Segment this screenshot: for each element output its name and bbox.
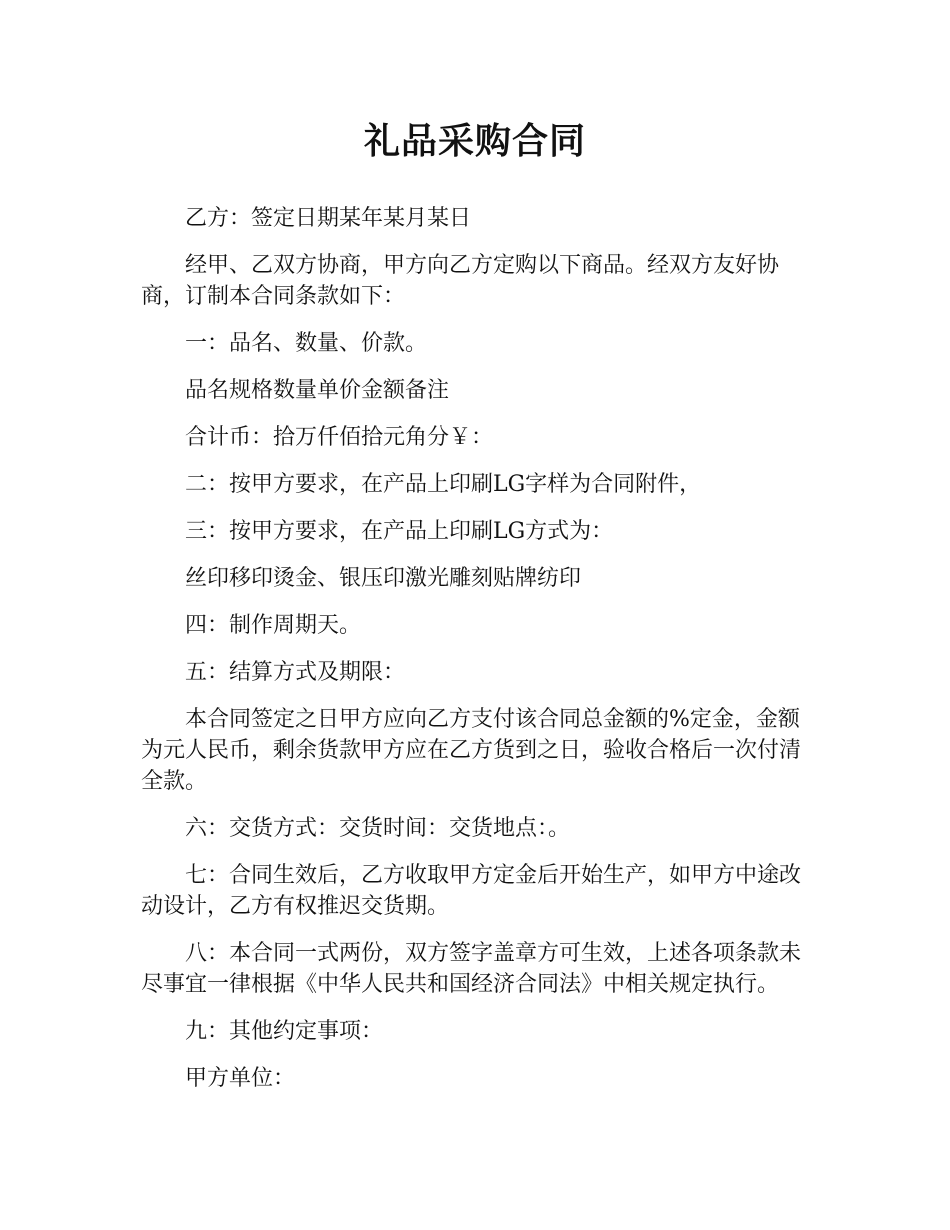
paragraph-party-b-date: 乙方：签定日期某年某月某日 [185, 206, 472, 231]
paragraph-clause-2: 二：按甲方要求，在产品上印刷LG字样为合同附件， [185, 472, 702, 497]
paragraph-clause-6: 六：交货方式：交货时间：交货地点：。 [185, 816, 571, 841]
paragraph-total: 合计币：拾万仟佰拾元角分￥： [185, 425, 494, 450]
paragraph-clause-5: 五：结算方式及期限： [185, 660, 406, 685]
paragraph-clause-3: 三：按甲方要求，在产品上印刷LG方式为： [185, 519, 614, 544]
paragraph-print-methods: 丝印移印烫金、银压印激光雕刻贴牌纺印 [185, 566, 582, 591]
paragraph-payment-terms: 本合同签定之日甲方应向乙方支付该合同总金额的%定金，金额为元人民币，剩余货款甲方应在乙方货到之日，验收合格后一次付清全款。 [141, 707, 802, 794]
paragraph-clause-4: 四：制作周期天。 [185, 613, 362, 638]
paragraph-item-headers: 品名规格数量单价金额备注 [185, 378, 450, 403]
paragraph-preamble: 经甲、乙双方协商，甲方向乙方定购以下商品。经双方友好协商，订制本合同条款如下： [141, 253, 780, 309]
document-title: 礼品采购合同 [363, 121, 586, 162]
paragraph-clause-1: 一：品名、数量、价款。 [185, 331, 428, 356]
paragraph-party-a-unit: 甲方单位： [185, 1066, 296, 1091]
paragraph-clause-9: 九：其他约定事项： [185, 1019, 384, 1044]
paragraph-clause-7: 七：合同生效后，乙方收取甲方定金后开始生产，如甲方中途改动设计，乙方有权推迟交货期。 [141, 863, 802, 919]
contract-body [141, 203, 813, 1110]
paragraph-clause-8: 八：本合同一式两份，双方签字盖章方可生效，上述各项条款未尽事宜一律根据《中华人民共和国经济合同法》中相关规定执行。 [141, 941, 802, 997]
